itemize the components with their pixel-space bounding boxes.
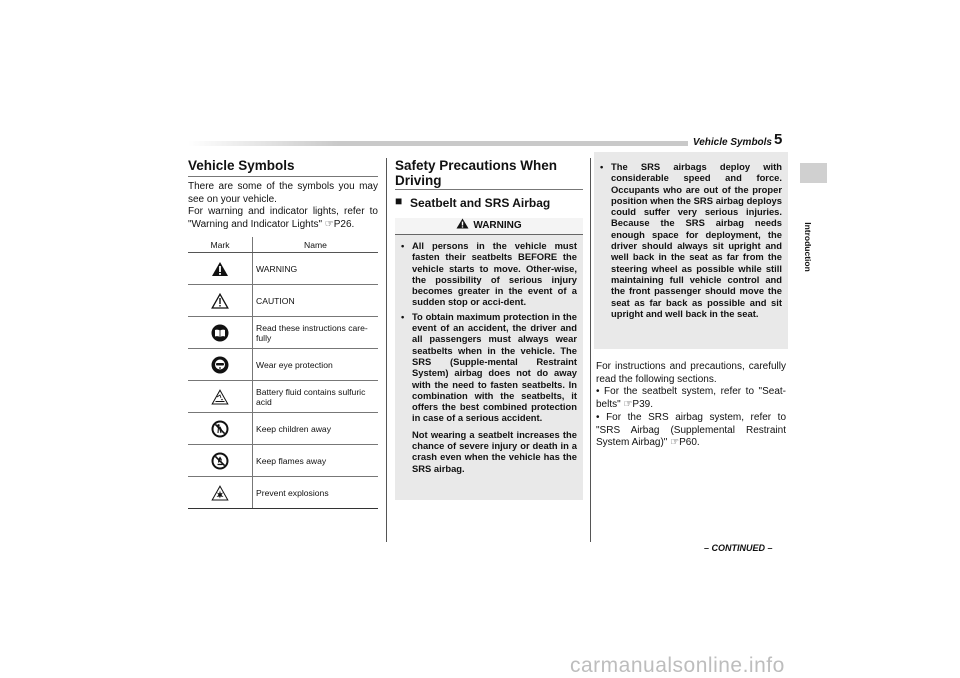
battery-acid-icon bbox=[211, 389, 229, 405]
bullet: • bbox=[596, 412, 607, 423]
symbol-name: Battery fluid contains sulfuric acid bbox=[253, 381, 379, 413]
column-divider-left bbox=[386, 158, 387, 542]
warning-item-text: To obtain maximum protection in the event of an accident, the driver and all passengers must always wear seatbelts when in the vehicle. The SRS (Supple-mental Restraint System) airbag does not do away with the need to fasten seatbelts. In combination with the seatbelts, it offers the best combined protection in case of a serious accident. bbox=[412, 310, 577, 424]
side-tab-marker bbox=[800, 163, 827, 183]
bullet: • bbox=[596, 386, 605, 397]
symbol-name: WARNING bbox=[253, 253, 379, 285]
airbag-reference: For the SRS airbag system, refer to "SRS Airbag (Supplemental Restraint System Airbag)" ☞P60. bbox=[596, 412, 787, 449]
symbol-name: Keep flames away bbox=[253, 445, 379, 477]
column-divider-right bbox=[590, 158, 591, 542]
header-bar bbox=[188, 141, 688, 146]
mark-column-header: Mark bbox=[188, 237, 253, 253]
symbol-name: Prevent explosions bbox=[253, 477, 379, 509]
warning-filled-triangle-icon bbox=[211, 261, 229, 277]
caution-outline-triangle-icon bbox=[211, 293, 229, 309]
watermark: carmanualsonline.info bbox=[570, 654, 785, 677]
warning-box-header bbox=[395, 218, 583, 235]
bullet: • bbox=[401, 310, 405, 322]
vehicle-symbols-heading: Vehicle Symbols bbox=[188, 158, 295, 173]
table-row bbox=[188, 253, 378, 285]
symbol-name: Wear eye protection bbox=[253, 349, 379, 381]
list-item bbox=[401, 311, 577, 424]
table-row bbox=[188, 477, 378, 509]
bullet: • bbox=[401, 240, 405, 251]
symbol-name: Read these instructions care-fully bbox=[253, 317, 379, 349]
table-row bbox=[188, 317, 378, 349]
warning-label: WARNING bbox=[473, 220, 522, 231]
reference-paragraph: For warning and indicator lights, refer to "Warning and Indicator Lights" ☞P26. bbox=[188, 206, 378, 230]
table-row bbox=[188, 349, 378, 381]
bullet: • bbox=[600, 161, 604, 172]
heading-rule bbox=[395, 189, 583, 190]
symbols-table bbox=[188, 237, 378, 509]
intro-paragraph: There are some of the symbols you may see on your vehicle. bbox=[188, 181, 378, 205]
table-row bbox=[188, 285, 378, 317]
running-header-title: Vehicle Symbols bbox=[692, 137, 772, 148]
side-tab-label: Introduction bbox=[803, 222, 813, 272]
prevent-explosions-icon bbox=[211, 485, 229, 501]
keep-flames-away-icon bbox=[211, 452, 229, 470]
warning-item-continuation: Not wearing a seatbelt increases the chance of severe injury or death in a crash even when the vehicle has the SRS airbag. bbox=[412, 428, 577, 474]
page-number: 5 bbox=[774, 131, 783, 148]
name-column-header: Name bbox=[253, 237, 379, 253]
list-item bbox=[600, 161, 782, 319]
table-row bbox=[188, 445, 378, 477]
list-item bbox=[596, 386, 786, 411]
heading-rule bbox=[188, 176, 378, 177]
table-row bbox=[188, 381, 378, 413]
warning-list-continued bbox=[600, 161, 782, 319]
instructions-paragraph: For instructions and precautions, carefully read the following sections. bbox=[596, 361, 786, 385]
read-instructions-book-icon bbox=[211, 324, 229, 342]
continued-marker: – CONTINUED – bbox=[704, 543, 773, 553]
seatbelt-airbag-subheading: Seatbelt and SRS Airbag bbox=[410, 196, 551, 210]
list-item bbox=[596, 412, 786, 450]
seatbelt-reference: For the seatbelt system, refer to "Seat-belts" ☞P39. bbox=[596, 386, 786, 410]
list-item bbox=[401, 240, 577, 308]
safety-precautions-heading: Safety Precautions When Driving bbox=[395, 158, 558, 188]
section-square-marker: ■ bbox=[395, 194, 403, 208]
symbol-name: Keep children away bbox=[253, 413, 379, 445]
warning-triangle-icon bbox=[456, 218, 469, 229]
table-row bbox=[188, 413, 378, 445]
warning-item-text: All persons in the vehicle must fasten their seatbelts BEFORE the vehicle starts to move. Other-wise, the possibility of serious injury becomes greater in the event of a sudden stop or acci-dent. bbox=[412, 240, 577, 308]
symbol-name: CAUTION bbox=[253, 285, 379, 317]
eye-protection-icon bbox=[211, 356, 229, 374]
keep-children-away-icon bbox=[211, 420, 229, 438]
table-header-row bbox=[188, 237, 378, 253]
warning-list bbox=[401, 240, 577, 474]
warning-item-text: The SRS airbags deploy with considerable speed and force. Occupants who are out of the proper position when the SRS airbag deploys could suffer very serious injuries. Because the SRS airbag needs enough space for deployment, the driver should always sit upright and well back in the seat as far from the steering wheel as possible while still maintaining full vehicle control and the front passenger should move the seat as far back as possible and sit upright and well back in the seat. bbox=[611, 161, 782, 319]
